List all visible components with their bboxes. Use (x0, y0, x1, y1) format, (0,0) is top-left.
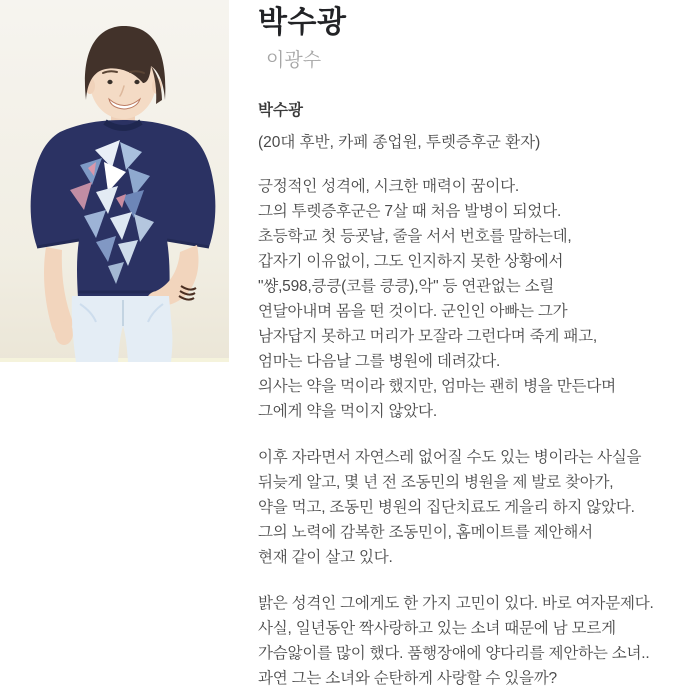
profile-line: 현재 같이 살고 있다. (258, 549, 393, 566)
profile-line: 밝은 성격인 그에게도 한 가지 고민이 있다. 바로 여자문제다. (258, 595, 654, 612)
profile-paragraph (258, 445, 683, 570)
profile-line: 긍정적인 성격에, 시크한 매력이 꿈이다. (258, 178, 520, 195)
profile-line: 연달아내며 몸을 떤 것이다. 군인인 아빠는 그가 (258, 303, 568, 320)
profile-line: 갑자기 이유없이, 그도 인지하지 못한 상황에서 (258, 253, 564, 270)
profile-line: 약을 먹고, 조동민 병원의 집단치료도 게을리 하지 않았다. (258, 499, 635, 516)
profile-paragraph (258, 591, 683, 691)
profile-content (258, 0, 683, 691)
actor-name: 이광수 (266, 50, 322, 71)
profile-line: 그의 투렛증후군은 7살 때 처음 발병이 되었다. (258, 203, 562, 220)
profile-paragraph (258, 174, 683, 424)
profile-line: 그에게 약을 먹이지 않았다. (258, 403, 437, 420)
profile-line: 남자답지 못하고 머리가 모잘라 그런다며 죽게 패고, (258, 328, 597, 345)
character-name: 박수광 (258, 102, 303, 119)
profile-line: 가슴앓이를 많이 했다. 품행장애에 양다리를 제안하는 소녀.. (258, 645, 650, 662)
profile-line: 뒤늦게 알고, 몇 년 전 조동민의 병원을 제 발로 찾아가, (258, 474, 614, 491)
profile-line: 초등학교 첫 등굣날, 줄을 서서 번호를 말하는데, (258, 228, 572, 245)
character-photo (0, 0, 229, 362)
profile-line: 그의 노력에 감복한 조동민이, 홈메이트를 제안해서 (258, 524, 593, 541)
character-photo-illustration (0, 0, 229, 362)
profile-line: 이후 자라면서 자연스레 없어질 수도 있는 병이라는 사실을 (258, 449, 642, 466)
character-description: (20대 후반, 카페 종업원, 투렛증후군 환자) (258, 134, 541, 151)
profile-paragraphs (258, 174, 683, 691)
profile-line: 과연 그는 소녀와 순탄하게 사랑할 수 있을까? (258, 670, 557, 687)
page-title: 박수광 (258, 6, 347, 39)
profile-line: 사실, 일년동안 짝사랑하고 있는 소녀 때문에 남 모르게 (258, 620, 616, 637)
profile-line: 엄마는 다음날 그를 병원에 데려갔다. (258, 353, 501, 370)
profile-line: 의사는 약을 먹이라 했지만, 엄마는 괜히 병을 만든다며 (258, 378, 616, 395)
profile-line: "썅,598,킁킁(코를 킁킁),악" 등 연관없는 소릴 (258, 278, 555, 295)
